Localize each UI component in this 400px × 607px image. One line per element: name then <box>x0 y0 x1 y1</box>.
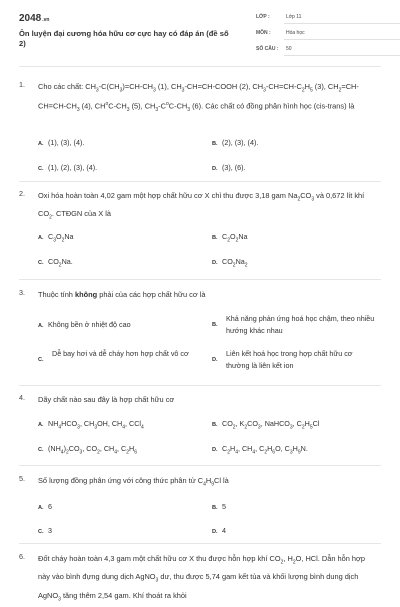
option-b[interactable] <box>212 501 226 514</box>
option-c[interactable] <box>38 348 208 374</box>
option-d[interactable] <box>212 348 382 374</box>
option-d[interactable] <box>212 525 226 538</box>
option-text: $CO_2Na$. <box>48 257 73 269</box>
option-a[interactable] <box>38 501 52 514</box>
option-b[interactable] <box>212 313 382 339</box>
option-a[interactable] <box>38 418 144 433</box>
question-text: Đốt cháy hoàn toàn 4,3 gam một chất hữu cơ X thu được hỗn hợp khí $CO_2$, $H_2O$, HCl. Dẫn hỗn hợp này vào bình đựng dung dịch AgNO$_3$ dư, thu được 5,74 gam kết tủa và khối lượng bình dung dịch AgNO$_3$ tăng thêm 2,54 gam. Khí thoát ra khỏi <box>38 554 365 602</box>
option-letter: D. <box>212 357 218 363</box>
option-letter: C. <box>38 447 44 453</box>
question-number: 6. <box>19 552 25 561</box>
question-number: 4. <box>19 393 25 402</box>
option-c[interactable] <box>38 443 137 458</box>
option-letter: B. <box>212 235 218 241</box>
option-c[interactable] <box>38 256 73 271</box>
option-letter: B. <box>212 322 218 328</box>
question-text: Thuộc tính không phải của các hợp chất hữu cơ là <box>38 290 206 299</box>
option-letter: D. <box>212 529 218 535</box>
question-number: 5. <box>19 474 25 483</box>
option-letter: C. <box>38 260 44 266</box>
option-d[interactable] <box>212 256 248 271</box>
divider <box>19 279 381 280</box>
meta-underline <box>284 39 400 40</box>
meta-subject <box>256 28 400 40</box>
option-letter: B. <box>212 422 218 428</box>
meta-value: Hóa học <box>286 30 305 36</box>
document-title: Ôn luyện đại cương hóa hữu cơ cực hay có đáp án (đề số 2) <box>19 29 229 48</box>
option-b[interactable] <box>212 231 248 246</box>
option-letter: A. <box>38 323 44 329</box>
meta-underline <box>284 23 400 24</box>
option-d[interactable] <box>212 443 308 458</box>
option-a[interactable] <box>38 313 131 329</box>
option-text: 4 <box>222 526 226 535</box>
meta-value: 50 <box>286 46 292 52</box>
option-b[interactable] <box>212 137 258 150</box>
option-text: $C_2O_2Na$ <box>222 232 248 244</box>
option-text: (2), (3), (4). <box>222 138 259 147</box>
logo-text: 2048 <box>19 13 42 24</box>
divider <box>19 543 381 544</box>
option-text: Khả năng phản ứng hoá học chậm, theo nhiều hướng khác nhau <box>226 314 375 335</box>
option-text: $C_3O_2Na$ <box>48 232 74 244</box>
question-text: Dãy chất nào sau đây là hợp chất hữu cơ <box>38 395 175 404</box>
option-text: $CO_2$, $K_2CO_3$, NaHCO$_3$, $C_2H_5Cl$ <box>222 419 320 431</box>
meta-label: SỐ CÂU : <box>256 46 279 52</box>
option-a[interactable] <box>38 137 84 150</box>
meta-value: Lớp 11 <box>286 14 302 20</box>
option-letter: C. <box>38 529 44 535</box>
question-number: 3. <box>19 288 25 297</box>
site-logo[interactable] <box>19 13 49 24</box>
option-a[interactable] <box>38 231 74 246</box>
option-text: 6 <box>48 502 52 511</box>
document-header <box>19 10 381 58</box>
option-d[interactable] <box>212 162 246 175</box>
option-letter: D. <box>212 166 218 172</box>
question-text: Số lượng đồng phân ứng với công thức phân tử $C_4H_9Cl$ là <box>38 476 229 488</box>
option-text: $CO_2Na_2$ <box>222 257 248 269</box>
option-letter: C. <box>38 357 44 363</box>
meta-class <box>256 12 400 24</box>
option-text: $NH_4HCO_3$, $CH_3OH$, $CH_4$, CCl$_4$ <box>48 419 144 431</box>
option-c[interactable] <box>38 525 52 538</box>
meta-label: MÔN : <box>256 30 271 36</box>
option-b[interactable] <box>212 418 319 433</box>
logo-suffix: .vn <box>42 17 50 23</box>
option-letter: B. <box>212 141 218 147</box>
meta-question-count <box>256 44 400 56</box>
option-c[interactable] <box>38 162 97 175</box>
question-number: 2. <box>19 189 25 198</box>
option-text: (1), (3), (4). <box>48 138 85 147</box>
option-letter: A. <box>38 505 44 511</box>
option-text: 5 <box>222 502 226 511</box>
option-text: $(NH_4)_2CO_3$, $CO_2$, $CH_4$, $C_2H_6$ <box>48 444 137 456</box>
option-letter: C. <box>38 166 44 172</box>
divider <box>19 385 381 386</box>
question-text: Cho các chất: $CH_3-C(CH_3)=CH-CH_3$ (1), $CH_3-CH=CH$-COOH (2), $CH_3-CH=CH-C_2H_5$ (3), $CH_2=CH-CH=CH-CH_3$ (4), $CH^oC-CH_3$ (5), $CH_3-C^oC-CH_3$ (6). Các chất có đồng phân hình học (cis-trans) là <box>38 82 359 114</box>
option-text: (1), (2), (3), (4). <box>48 163 98 172</box>
divider <box>19 66 381 67</box>
meta-label: LỚP : <box>256 14 270 20</box>
option-letter: D. <box>212 260 218 266</box>
option-letter: A. <box>38 141 44 147</box>
option-text: (3), (6). <box>222 163 246 172</box>
divider <box>19 465 381 466</box>
option-text: Liên kết hoá học trong hợp chất hữu cơ thường là liên kết ion <box>226 349 353 370</box>
option-letter: D. <box>212 447 218 453</box>
question-number: 1. <box>19 80 25 89</box>
option-letter: A. <box>38 235 44 241</box>
option-text: 3 <box>48 526 52 535</box>
option-text: Không bền ở nhiệt độ cao <box>48 320 131 329</box>
option-letter: A. <box>38 422 44 428</box>
divider <box>19 181 381 182</box>
meta-underline <box>284 55 400 56</box>
option-text: Dễ bay hơi và dễ cháy hơn hợp chất vô cơ <box>52 349 189 358</box>
question-text: Oxi hóa hoàn toàn 4,02 gam một hợp chất hữu cơ X chỉ thu được 3,18 gam $Na_2CO_3$ và 0,672 lít khí $CO_2$. CTĐGN của X là <box>38 191 365 221</box>
option-text: $C_2H_4$, $CH_4$, $C_2H_6O$, $C_3H_9N$. <box>222 444 308 456</box>
option-letter: B. <box>212 505 218 511</box>
